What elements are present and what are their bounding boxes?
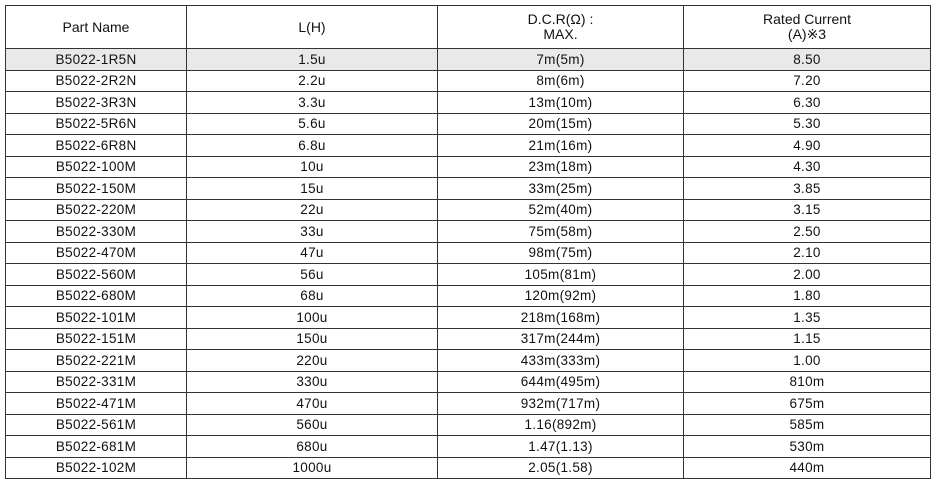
- table-body: [6, 49, 931, 479]
- cell-rated-current: 2.00: [684, 264, 931, 286]
- cell-dcr: 52m(40m): [438, 199, 684, 221]
- cell-inductance: 2.2u: [187, 70, 438, 92]
- cell-part-name: B5022-102M: [6, 457, 187, 479]
- cell-dcr: 23m(18m): [438, 156, 684, 178]
- cell-rated-current: 440m: [684, 457, 931, 479]
- table-row: [6, 242, 931, 264]
- table-row: [6, 221, 931, 243]
- table-header: [6, 6, 931, 49]
- cell-rated-current: 3.15: [684, 199, 931, 221]
- cell-part-name: B5022-331M: [6, 371, 187, 393]
- inductor-spec-table: [5, 5, 931, 479]
- cell-inductance: 470u: [187, 393, 438, 415]
- cell-rated-current: 675m: [684, 393, 931, 415]
- cell-part-name: B5022-681M: [6, 436, 187, 458]
- cell-dcr: 7m(5m): [438, 49, 684, 71]
- cell-inductance: 5.6u: [187, 113, 438, 135]
- cell-rated-current: 2.50: [684, 221, 931, 243]
- cell-rated-current: 6.30: [684, 92, 931, 114]
- cell-part-name: B5022-3R3N: [6, 92, 187, 114]
- cell-dcr: 1.47(1.13): [438, 436, 684, 458]
- cell-inductance: 33u: [187, 221, 438, 243]
- table-row: [6, 70, 931, 92]
- header-dcr-line2: MAX.: [543, 26, 578, 42]
- cell-dcr: 218m(168m): [438, 307, 684, 329]
- cell-rated-current: 530m: [684, 436, 931, 458]
- header-row: [6, 6, 931, 49]
- table-row: [6, 135, 931, 157]
- cell-rated-current: 1.00: [684, 350, 931, 372]
- cell-rated-current: 1.35: [684, 307, 931, 329]
- cell-inductance: 6.8u: [187, 135, 438, 157]
- cell-rated-current: 4.90: [684, 135, 931, 157]
- cell-inductance: 220u: [187, 350, 438, 372]
- table-row: [6, 264, 931, 286]
- cell-part-name: B5022-561M: [6, 414, 187, 436]
- header-inductance: L(H): [187, 6, 438, 49]
- cell-part-name: B5022-5R6N: [6, 113, 187, 135]
- table-row: [6, 49, 931, 71]
- cell-inductance: 330u: [187, 371, 438, 393]
- table-row: [6, 285, 931, 307]
- cell-dcr: 433m(333m): [438, 350, 684, 372]
- cell-part-name: B5022-221M: [6, 350, 187, 372]
- cell-inductance: 150u: [187, 328, 438, 350]
- header-rated-current: [684, 6, 931, 49]
- cell-inductance: 22u: [187, 199, 438, 221]
- cell-inductance: 10u: [187, 156, 438, 178]
- cell-inductance: 680u: [187, 436, 438, 458]
- cell-rated-current: 7.20: [684, 70, 931, 92]
- table-row: [6, 350, 931, 372]
- cell-dcr: 932m(717m): [438, 393, 684, 415]
- table-row: [6, 307, 931, 329]
- cell-rated-current: 585m: [684, 414, 931, 436]
- table-row: [6, 457, 931, 479]
- cell-dcr: 644m(495m): [438, 371, 684, 393]
- table-row: [6, 371, 931, 393]
- cell-rated-current: 3.85: [684, 178, 931, 200]
- spec-table-container: [5, 5, 931, 479]
- cell-part-name: B5022-101M: [6, 307, 187, 329]
- table-row: [6, 178, 931, 200]
- cell-dcr: 2.05(1.58): [438, 457, 684, 479]
- cell-inductance: 100u: [187, 307, 438, 329]
- header-dcr: [438, 6, 684, 49]
- table-row: [6, 328, 931, 350]
- cell-part-name: B5022-1R5N: [6, 49, 187, 71]
- table-row: [6, 436, 931, 458]
- cell-inductance: 68u: [187, 285, 438, 307]
- cell-dcr: 8m(6m): [438, 70, 684, 92]
- cell-part-name: B5022-6R8N: [6, 135, 187, 157]
- cell-rated-current: 5.30: [684, 113, 931, 135]
- cell-dcr: 75m(58m): [438, 221, 684, 243]
- table-row: [6, 393, 931, 415]
- header-rated-line1: Rated Current: [763, 11, 851, 27]
- cell-inductance: 1.5u: [187, 49, 438, 71]
- header-rated-line2: (A)※3: [787, 26, 827, 42]
- cell-part-name: B5022-470M: [6, 242, 187, 264]
- cell-inductance: 47u: [187, 242, 438, 264]
- cell-dcr: 98m(75m): [438, 242, 684, 264]
- table-row: [6, 113, 931, 135]
- cell-rated-current: 8.50: [684, 49, 931, 71]
- table-row: [6, 92, 931, 114]
- cell-inductance: 1000u: [187, 457, 438, 479]
- cell-dcr: 33m(25m): [438, 178, 684, 200]
- cell-part-name: B5022-151M: [6, 328, 187, 350]
- table-row: [6, 199, 931, 221]
- cell-part-name: B5022-471M: [6, 393, 187, 415]
- cell-rated-current: 4.30: [684, 156, 931, 178]
- cell-dcr: 317m(244m): [438, 328, 684, 350]
- header-part-name: Part Name: [6, 6, 187, 49]
- cell-dcr: 21m(16m): [438, 135, 684, 157]
- cell-part-name: B5022-680M: [6, 285, 187, 307]
- cell-dcr: 13m(10m): [438, 92, 684, 114]
- cell-part-name: B5022-220M: [6, 199, 187, 221]
- cell-dcr: 105m(81m): [438, 264, 684, 286]
- cell-dcr: 120m(92m): [438, 285, 684, 307]
- cell-rated-current: 810m: [684, 371, 931, 393]
- cell-dcr: 1.16(892m): [438, 414, 684, 436]
- cell-part-name: B5022-560M: [6, 264, 187, 286]
- table-row: [6, 156, 931, 178]
- cell-inductance: 56u: [187, 264, 438, 286]
- cell-part-name: B5022-2R2N: [6, 70, 187, 92]
- cell-dcr: 20m(15m): [438, 113, 684, 135]
- cell-part-name: B5022-330M: [6, 221, 187, 243]
- cell-part-name: B5022-150M: [6, 178, 187, 200]
- cell-inductance: 560u: [187, 414, 438, 436]
- cell-rated-current: 1.80: [684, 285, 931, 307]
- cell-inductance: 15u: [187, 178, 438, 200]
- cell-rated-current: 1.15: [684, 328, 931, 350]
- cell-rated-current: 2.10: [684, 242, 931, 264]
- cell-inductance: 3.3u: [187, 92, 438, 114]
- table-row: [6, 414, 931, 436]
- cell-part-name: B5022-100M: [6, 156, 187, 178]
- header-dcr-line1: D.C.R(Ω) :: [527, 11, 594, 27]
